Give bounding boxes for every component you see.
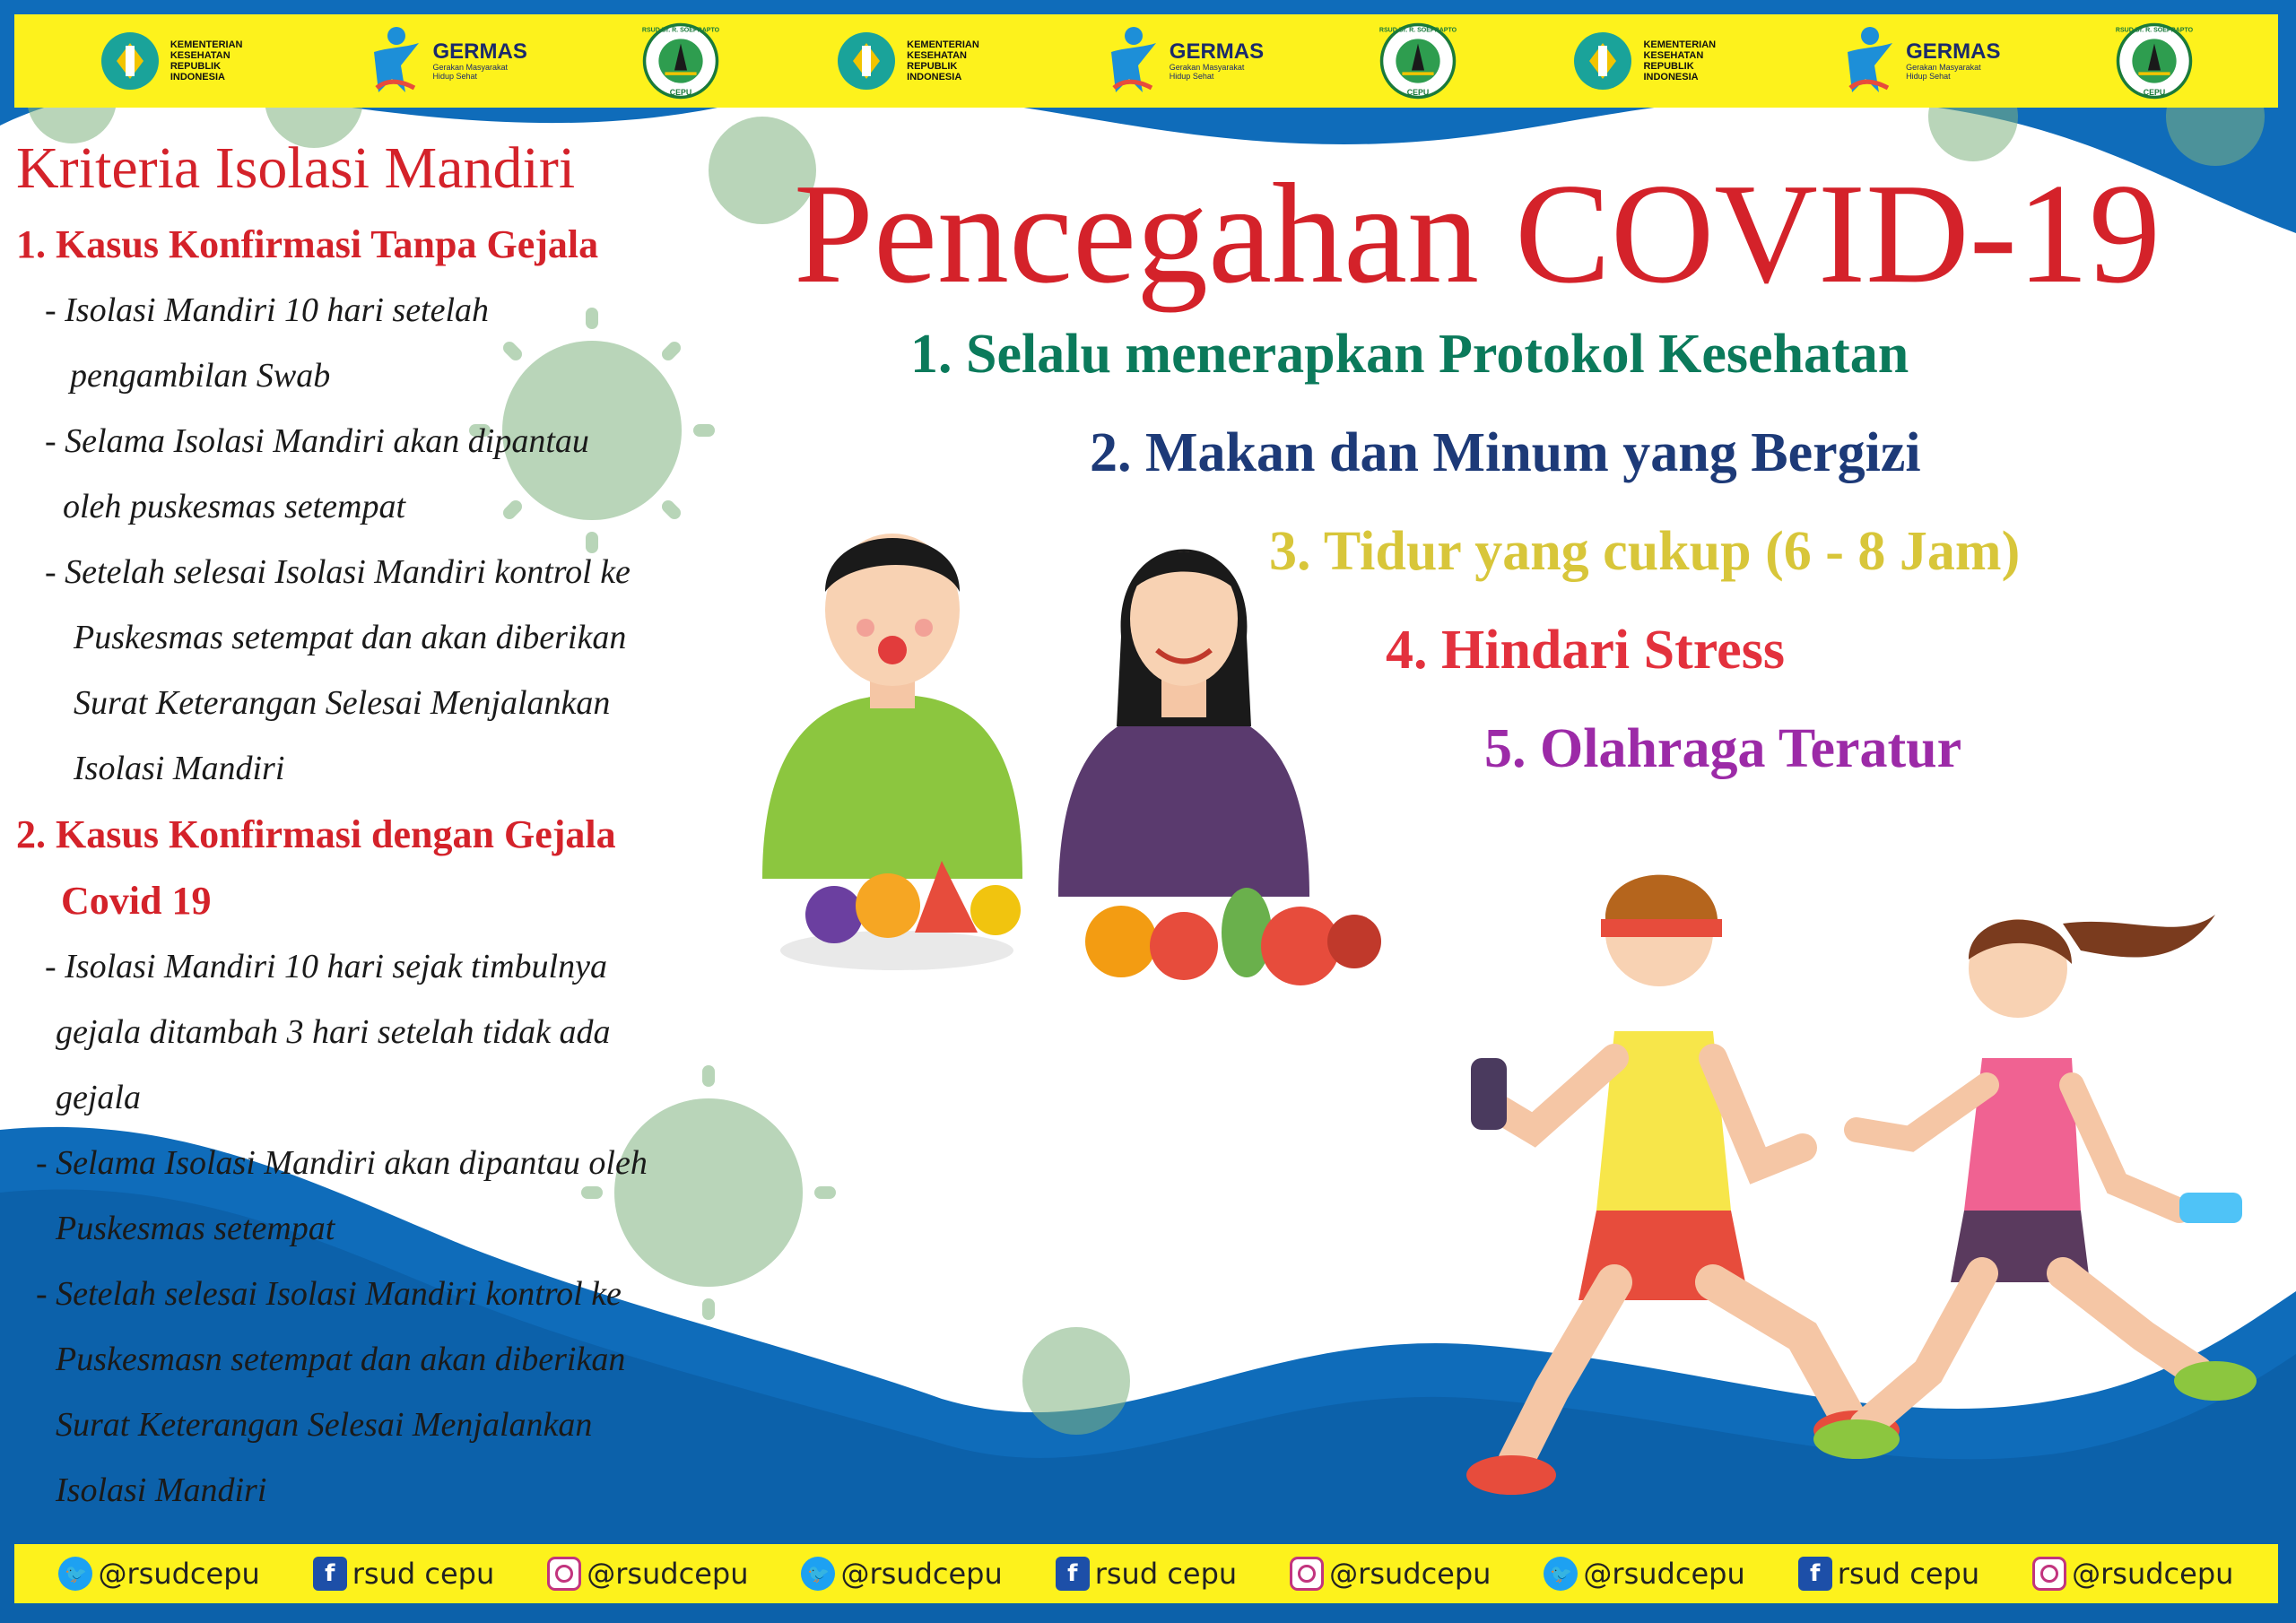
prevention-point-5: 5. Olahraga Teratur: [1484, 718, 1962, 779]
criteria-heading-1: 1. Kasus Konfirmasi Tanpa Gejala: [16, 222, 599, 266]
germas-figure-icon: [1107, 25, 1161, 97]
kemenkes-logo-text: KEMENTERIAN KESEHATAN REPUBLIK INDONESIA: [907, 39, 979, 82]
criteria-2-line: Puskesmasn setempat dan akan diberikan: [56, 1341, 626, 1378]
germas-subtitle: Gerakan Masyarakat Hidup Sehat: [432, 63, 509, 81]
social-handle: [1056, 1557, 1237, 1591]
germas-logo: [370, 25, 526, 97]
kemenkes-logo: [1571, 30, 1728, 92]
germas-logo: [1843, 25, 2000, 97]
prevention-point-1: 1. Selalu menerapkan Protokol Kesehatan: [910, 324, 1909, 385]
criteria-2-line: - Selama Isolasi Mandiri akan dipantau oleh: [36, 1144, 648, 1182]
kemenkes-logo-text: KEMENTERIAN KESEHATAN REPUBLIK INDONESIA: [170, 39, 243, 82]
criteria-2-line: Puskesmas setempat: [56, 1210, 335, 1247]
germas-subtitle: Gerakan Masyarakat Hidup Sehat: [1169, 63, 1245, 81]
social-handle: [58, 1557, 259, 1591]
criteria-2-line: - Setelah selesai Isolasi Mandiri kontrol ke: [36, 1275, 622, 1313]
twitter-icon: 🐦: [58, 1557, 92, 1591]
criteria-2-line: - Isolasi Mandiri 10 hari sejak timbulnya: [45, 948, 607, 985]
rsud-seal-icon: [2115, 22, 2194, 100]
kemenkes-emblem-icon: [1571, 30, 1634, 92]
rsud-seal-icon: [641, 22, 720, 100]
twitter-icon: 🐦: [1544, 1557, 1578, 1591]
kemenkes-emblem-icon: [99, 30, 161, 92]
criteria-1-line: Isolasi Mandiri: [74, 750, 285, 787]
criteria-heading-2: 2. Kasus Konfirmasi dengan Gejala: [16, 812, 616, 856]
rsud-seal-top-text: RSUD Dr. R. SOEPRAPTO: [2116, 27, 2194, 34]
rsud-seal-icon: [1378, 22, 1457, 100]
germas-text-group: [1170, 41, 1264, 81]
prevention-point-2: 2. Makan dan Minum yang Bergizi: [1090, 422, 1921, 483]
rsud-seal-bottom-text: CEPU: [1406, 87, 1430, 97]
kemenkes-logo: [835, 30, 992, 92]
isolation-criteria-title: Kriteria Isolasi Mandiri: [16, 135, 576, 201]
criteria-1-line: - Selama Isolasi Mandiri akan dipantau: [45, 422, 589, 460]
page-title: Pencegahan COVID-19: [794, 153, 2161, 313]
social-handle-text: rsud cepu: [1837, 1557, 1980, 1591]
social-handle-text: @rsudcepu: [840, 1557, 1003, 1591]
social-handle: [801, 1557, 1002, 1591]
instagram-icon: [547, 1557, 581, 1591]
criteria-1-line: oleh puskesmas setempat: [63, 488, 406, 525]
people-eating-illustration: [762, 502, 1408, 1004]
social-handle-text: @rsudcepu: [587, 1557, 749, 1591]
germas-text-group: [1906, 41, 2000, 81]
runners-illustration: [1462, 834, 2287, 1533]
social-handle-text: @rsudcepu: [1329, 1557, 1492, 1591]
criteria-1-line: - Isolasi Mandiri 10 hari setelah: [45, 291, 490, 329]
rsud-seal-top-text: RSUD Dr. R. SOEPRAPTO: [1378, 27, 1457, 34]
rsud-seal-bottom-text: CEPU: [670, 87, 692, 97]
germas-figure-icon: [1843, 25, 1897, 97]
instagram-icon: [1290, 1557, 1324, 1591]
germas-subtitle: Gerakan Masyarakat Hidup Sehat: [1906, 63, 1981, 81]
germas-word: GERMAS: [432, 39, 527, 64]
social-handle-text: @rsudcepu: [98, 1557, 260, 1591]
social-handle-text: rsud cepu: [1094, 1557, 1238, 1591]
germas-text-group: [432, 41, 526, 81]
germas-word: GERMAS: [1169, 39, 1265, 64]
facebook-icon: f: [313, 1557, 347, 1591]
rsud-cepu-logo: [2115, 22, 2194, 100]
criteria-2-line: Isolasi Mandiri: [56, 1471, 267, 1509]
social-handle: [2032, 1557, 2233, 1591]
criteria-1-line: Puskesmas setempat dan akan diberikan: [74, 619, 627, 656]
facebook-icon: f: [1056, 1557, 1090, 1591]
instagram-icon: [2032, 1557, 2066, 1591]
isolation-criteria-section: [16, 126, 734, 1523]
criteria-1-line: pengambilan Swab: [70, 357, 331, 395]
criteria-1-line: Surat Keterangan Selesai Menjalankan: [74, 684, 611, 722]
kemenkes-logo-text: KEMENTERIAN KESEHATAN REPUBLIK INDONESIA: [1643, 39, 1717, 82]
germas-logo: [1107, 25, 1264, 97]
prevention-point-3: 3. Tidur yang cukup (6 - 8 Jam): [1269, 521, 2021, 582]
rsud-seal-bottom-text: CEPU: [2143, 87, 2166, 97]
twitter-icon: 🐦: [801, 1557, 835, 1591]
social-handle: [313, 1557, 494, 1591]
social-handle: [1544, 1557, 1744, 1591]
facebook-icon: f: [1798, 1557, 1832, 1591]
kemenkes-logo: [99, 30, 256, 92]
criteria-heading-2-cont: Covid 19: [61, 879, 212, 923]
germas-word: GERMAS: [1906, 39, 2001, 64]
rsud-cepu-logo: [641, 22, 720, 100]
criteria-2-line: gejala: [56, 1079, 141, 1116]
social-handle: [1798, 1557, 1979, 1591]
social-handle-text: @rsudcepu: [1583, 1557, 1745, 1591]
rsud-seal-top-text: RSUD Dr. R. SOEPRAPTO: [642, 27, 720, 34]
rsud-cepu-logo: [1378, 22, 1457, 100]
social-handle-text: @rsudcepu: [2072, 1557, 2234, 1591]
kemenkes-emblem-icon: [835, 30, 898, 92]
criteria-2-line: Surat Keterangan Selesai Menjalankan: [56, 1406, 593, 1444]
criteria-2-line: gejala ditambah 3 hari setelah tidak ada: [56, 1013, 611, 1051]
footer-social-strip: [14, 1544, 2278, 1603]
social-handle: [1290, 1557, 1491, 1591]
header-logo-strip: [14, 14, 2278, 108]
criteria-1-line: - Setelah selesai Isolasi Mandiri kontrol ke: [45, 553, 631, 591]
prevention-point-4: 4. Hindari Stress: [1386, 620, 1785, 681]
social-handle: [547, 1557, 748, 1591]
germas-figure-icon: [370, 25, 423, 97]
social-handle-text: rsud cepu: [352, 1557, 495, 1591]
